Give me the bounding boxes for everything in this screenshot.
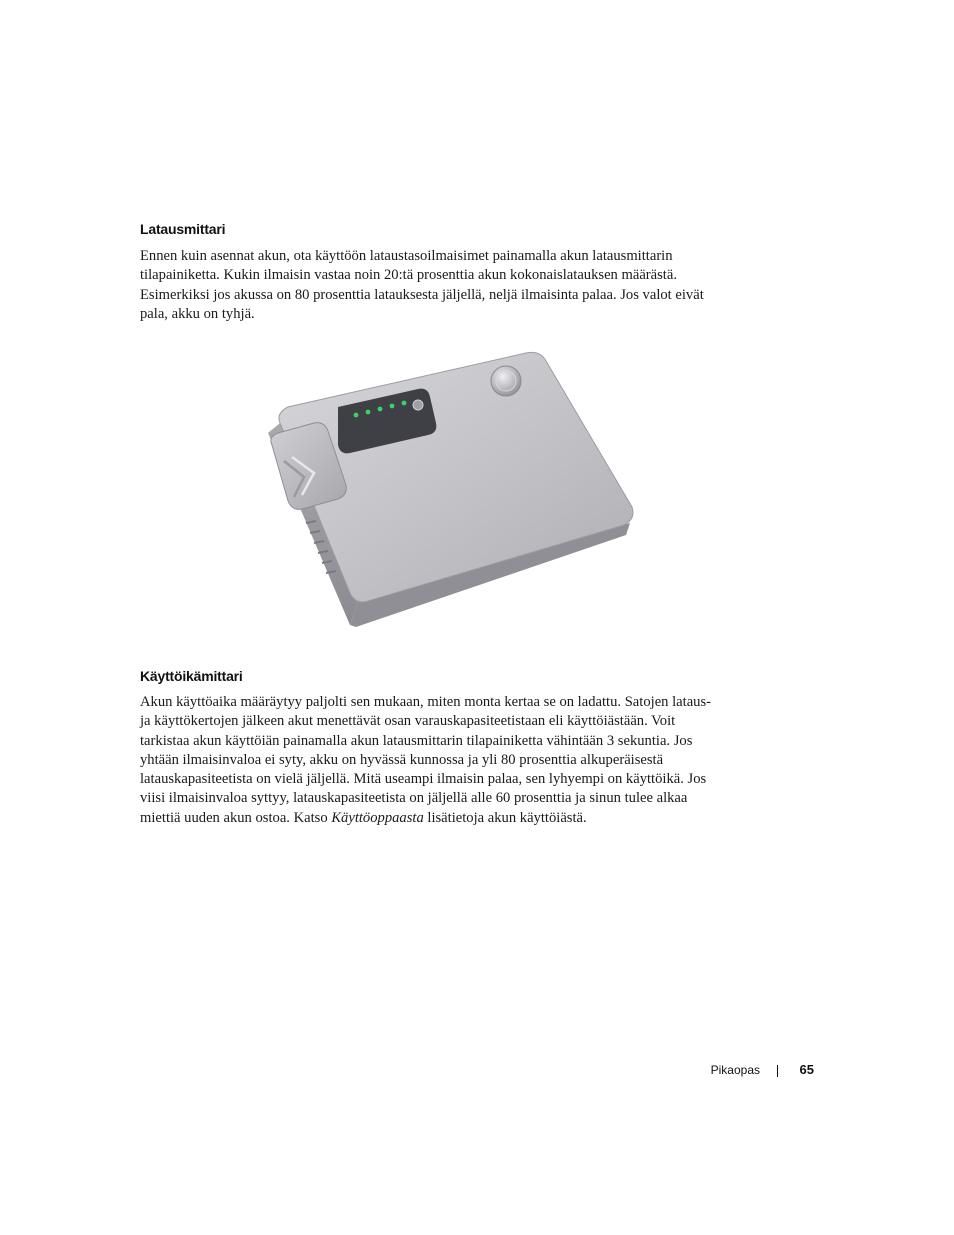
paragraph-line: ja käyttökertojen jälkeen akut menettävät osan varauskapasiteetistaan eli käyttöiästään. Voit [140,713,676,730]
charge-led [378,407,383,412]
battery-icon [258,345,638,635]
footer-divider [777,1065,778,1077]
paragraph-line: pala, akku on tyhjä. [140,305,255,322]
paragraph-line [140,809,760,828]
page-number: 65 [799,1062,814,1077]
charge-led [354,413,359,418]
charge-gauge-paragraph [140,247,760,324]
footer-title: Pikaopas [710,1063,760,1077]
charge-led [366,410,371,415]
gauge-status-button [413,400,423,410]
health-gauge-paragraph [140,693,760,828]
page-footer [600,1062,814,1080]
paragraph-line: viisi ilmaisinvaloa syttyy, latauskapasiteetista on jäljellä alle 60 prosenttia ja sinun tulee alkaa [140,790,688,807]
charge-led [390,404,395,409]
section-heading-charge-gauge: Latausmittari [140,221,226,237]
charge-led [402,401,407,406]
text-run: miettiä uuden akun ostoa. Katso [140,809,332,826]
paragraph-line: yhtään ilmaisinvaloa ei syty, akku on hyvässä kunnossa ja yli 80 prosenttia alkuperäisestä [140,751,664,768]
manual-reference: Käyttöoppaasta [331,809,424,826]
section-heading-health-gauge: Käyttöikämittari [140,668,243,684]
paragraph-line: tilapainiketta. Kukin ilmaisin vastaa noin 20:tä prosenttia akun kokonaislatauksen määrästä. [140,267,677,284]
paragraph-line: Ennen kuin asennat akun, ota käyttöön lataustasoilmaisimet painamalla akun latausmittarin [140,248,673,264]
paragraph-line: latauskapasiteetista on vielä jäljellä. Mitä useampi ilmaisin palaa, sen lyhyempi on käyttöikä. Jos [140,771,707,788]
paragraph-line: Esimerkiksi jos akussa on 80 prosenttia latauksesta jäljellä, neljä ilmaisinta palaa. Jos valot eivät [140,286,704,303]
text-run: lisätietoja akun käyttöiästä. [423,809,587,826]
paragraph-line: tarkistaa akun käyttöiän painamalla akun latausmittarin tilapainiketta vähintään 3 sekuntia. Jos [140,732,693,749]
paragraph-line: Akun käyttöaika määräytyy paljolti sen mukaan, miten monta kertaa se on ladattu. Satojen lataus- [140,694,712,710]
